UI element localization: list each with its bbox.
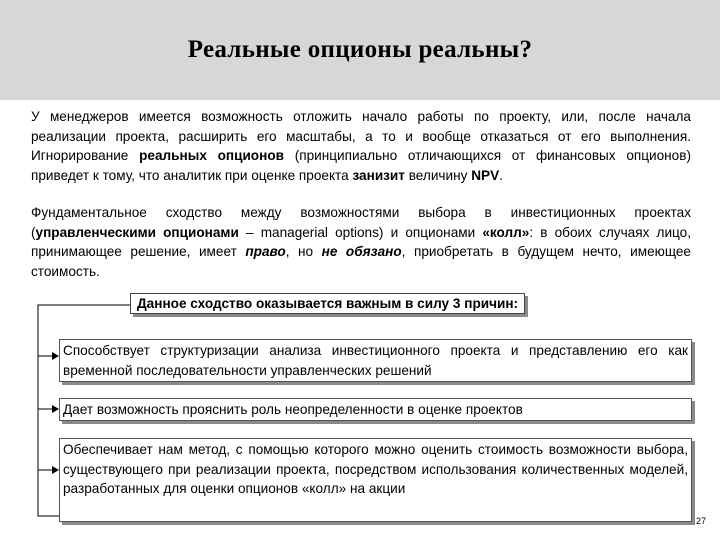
reason-box-structuring: Способствует структуризации анализа инвестиционного проекта и представлению его как временной последовательности управленческих решений bbox=[59, 339, 692, 382]
text-run: , приобретать в будущем нечто, имеющее стоимость. bbox=[31, 244, 691, 279]
text-run: – managerial options) и опционами bbox=[238, 224, 483, 240]
text-run: У менеджеров имеется возможность отложить начало работы по проекту, или, после начала реализации проекта, расширить его масштабы, а то и вообще отказаться от его выполнения. Игнорирование bbox=[31, 109, 691, 163]
text-run: . bbox=[499, 167, 503, 183]
emphasized-text: реальных опционов bbox=[139, 148, 284, 163]
reason-box-uncertainty: Дает возможность прояснить роль неопределенности в оценке проектов bbox=[59, 398, 692, 421]
emphasized-text: занизит bbox=[352, 167, 405, 183]
emphasized-text: право bbox=[245, 244, 286, 259]
text-run: Фундаментальное сходство между возможностями выбора в инвестиционных проектах ( bbox=[31, 205, 691, 240]
text-run: : в обоих случаях лицо, принимающее решение, имеет bbox=[31, 224, 692, 259]
text-run: , но bbox=[285, 244, 322, 259]
emphasized-text: не обязано bbox=[321, 244, 402, 259]
reason-box-valuation-method: Обеспечивает нам метод, с помощью которого можно оценить стоимость возможности выбора, существующего при реализации проекта, посредством использования количественных моделей, разработанных для оценки опционов «колл» на акции bbox=[59, 438, 692, 522]
emphasized-text: управленческими опционами bbox=[35, 224, 239, 240]
emphasized-text: NPV bbox=[471, 167, 500, 183]
text-run: (принципиально отличающихся от финансовых опционов) приведет к тому, что аналитик при оценке проекта bbox=[31, 148, 691, 183]
page-number: 27 bbox=[695, 516, 706, 526]
reasons-heading: Данное сходство оказывается важным в силу 3 причин: bbox=[130, 293, 525, 314]
text-run: величину bbox=[404, 167, 472, 183]
slide-title: Реальные опционы реальны? bbox=[187, 36, 533, 63]
emphasized-text: «колл» bbox=[482, 224, 530, 240]
